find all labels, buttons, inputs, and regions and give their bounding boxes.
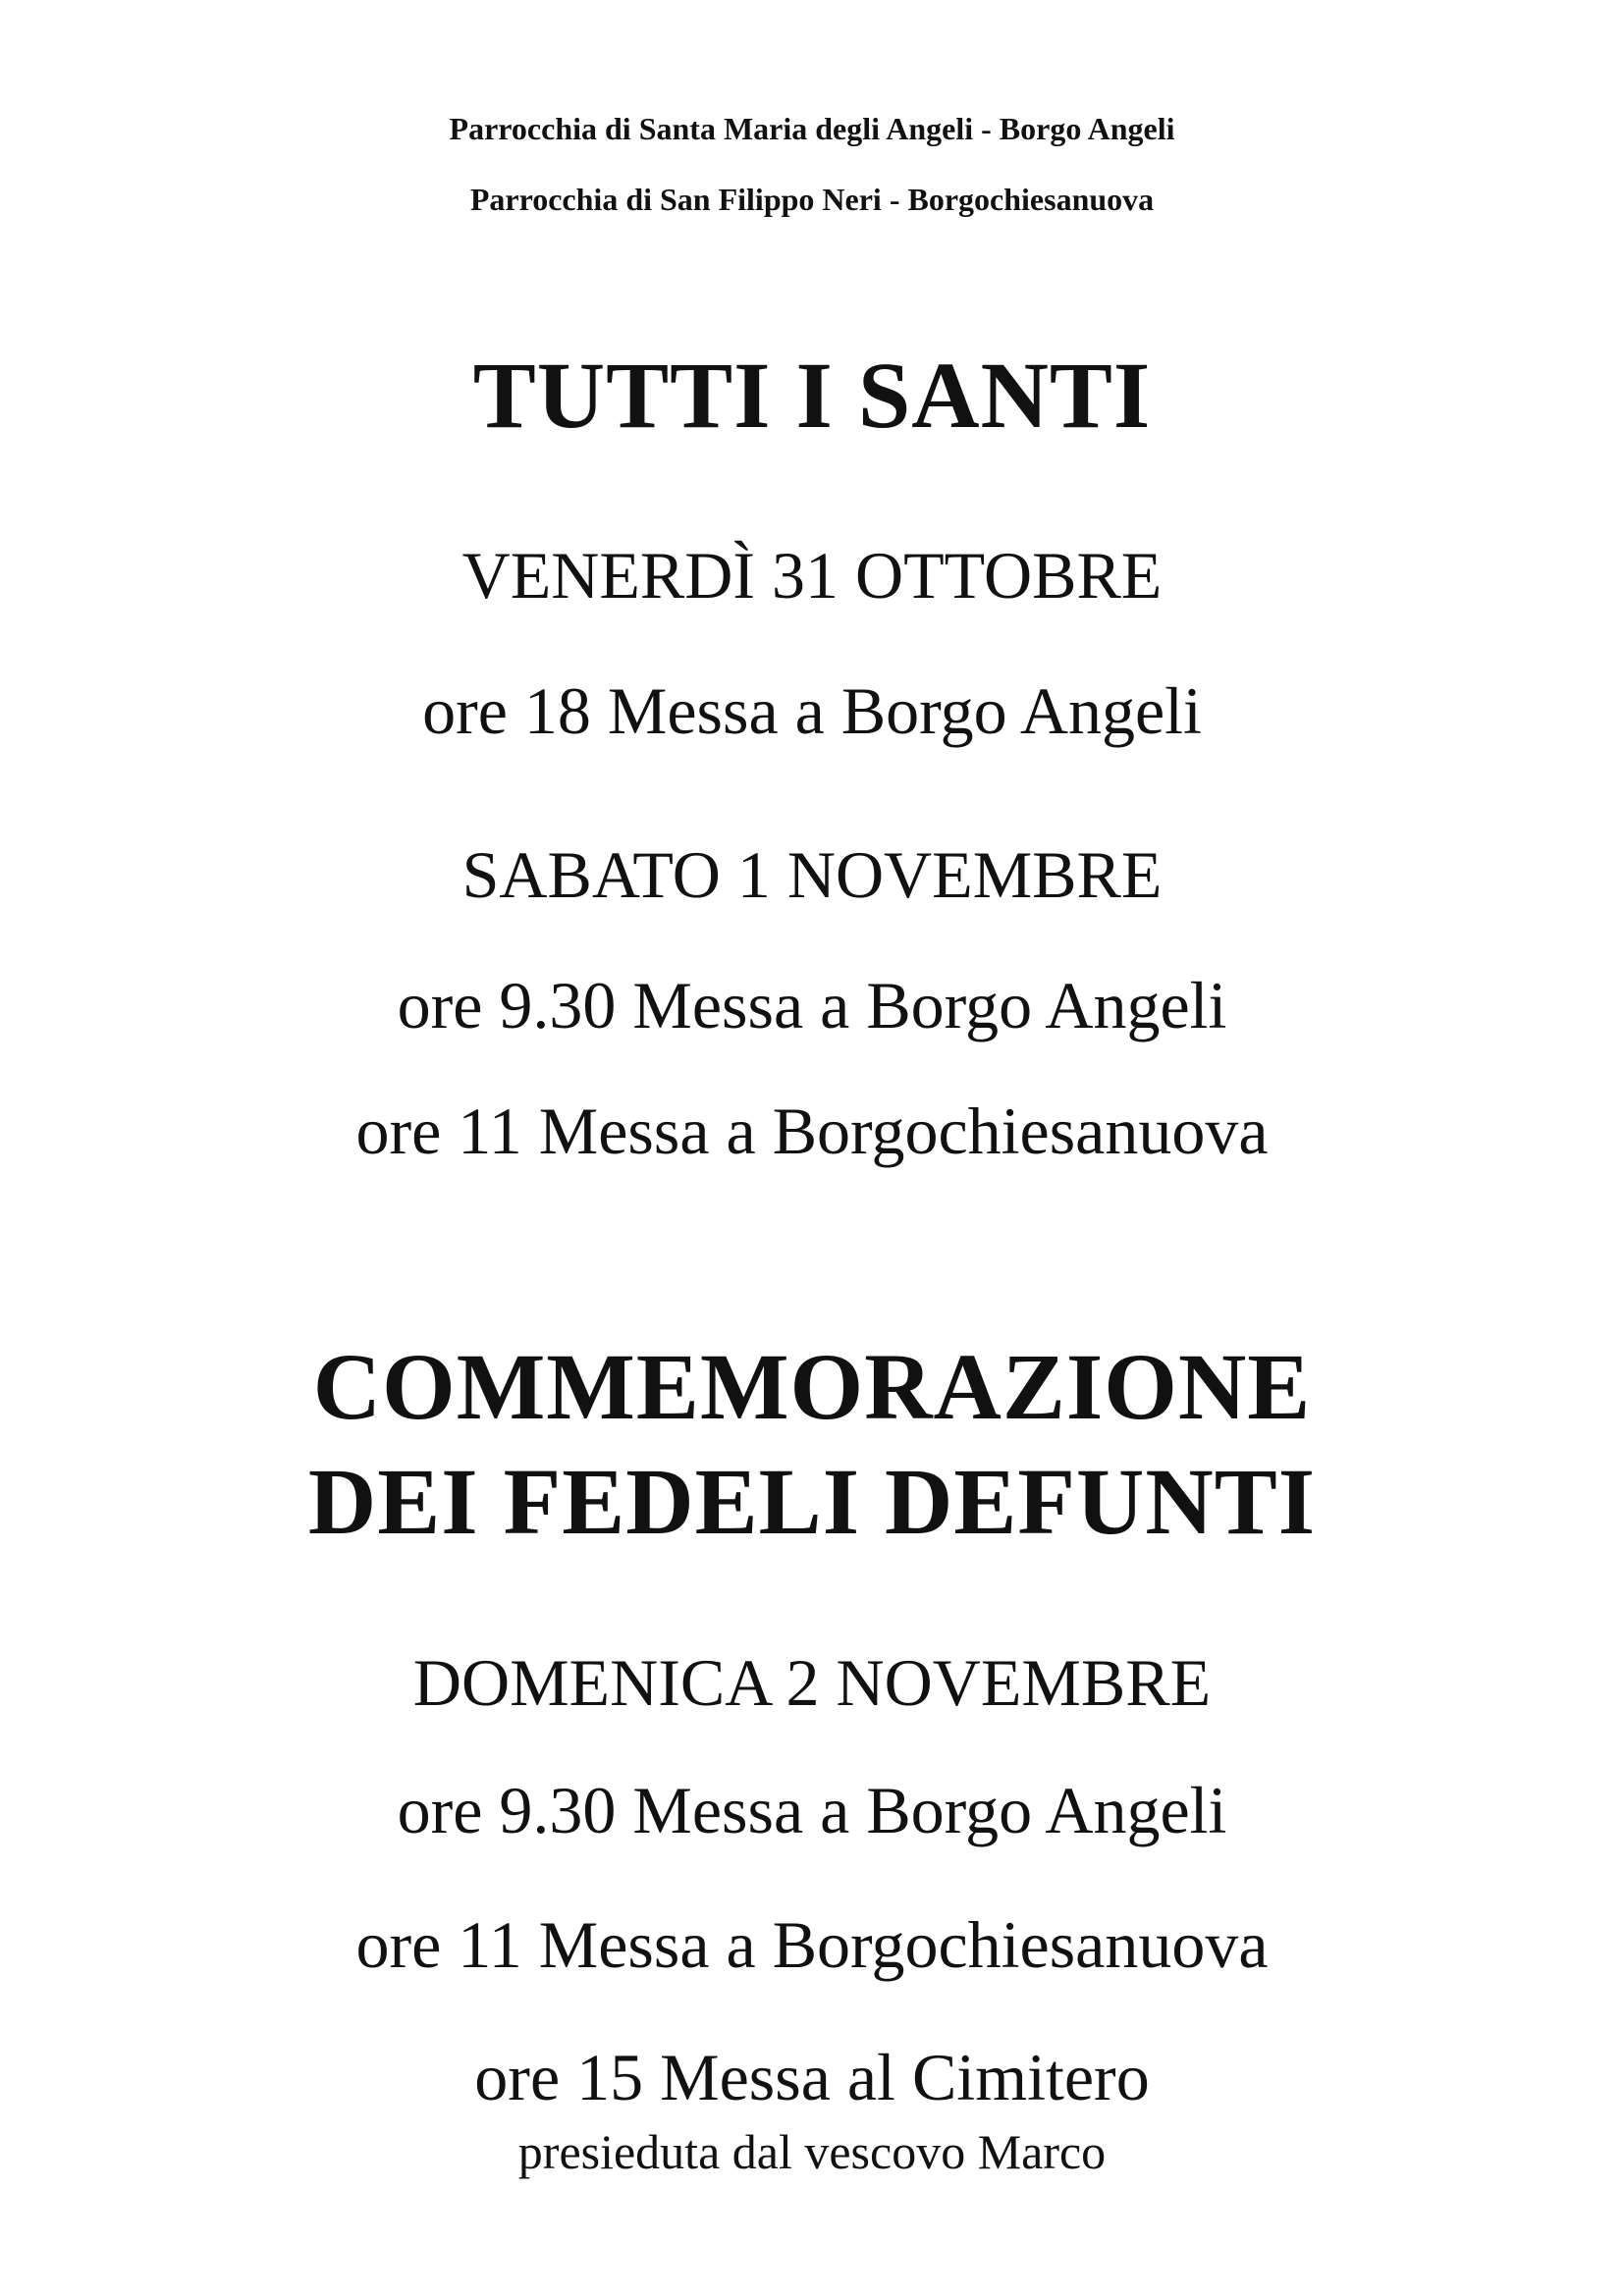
mass-entry: ore 11 Messa a Borgochiesanuova xyxy=(355,1907,1269,1982)
parish-name-san-filippo: Parrocchia di San Filippo Neri - Borgochiesanuova xyxy=(469,182,1155,217)
date-venerdi: VENERDÌ 31 OTTOBRE xyxy=(461,538,1163,613)
date-sabato: SABATO 1 NOVEMBRE xyxy=(461,837,1163,912)
heading-tutti-i-santi: TUTTI I SANTI xyxy=(472,343,1152,448)
parish-name-santa-maria: Parrocchia di Santa Maria degli Angeli - Borgo Angeli xyxy=(449,111,1175,146)
date-domenica: DOMENICA 2 NOVEMBRE xyxy=(412,1645,1212,1720)
mass-entry: ore 15 Messa al Cimitero xyxy=(474,2040,1150,2114)
heading-fedeli-defunti: DEI FEDELI DEFUNTI xyxy=(307,1449,1317,1554)
mass-entry: ore 11 Messa a Borgochiesanuova xyxy=(355,1094,1269,1168)
mass-entry: ore 18 Messa a Borgo Angeli xyxy=(422,673,1202,748)
heading-commemorazione: COMMEMORAZIONE xyxy=(312,1334,1312,1439)
mass-entry: ore 9.30 Messa a Borgo Angeli xyxy=(397,968,1227,1042)
mass-entry: ore 9.30 Messa a Borgo Angeli xyxy=(397,1773,1227,1847)
mass-note: presieduta dal vescovo Marco xyxy=(517,2124,1107,2179)
